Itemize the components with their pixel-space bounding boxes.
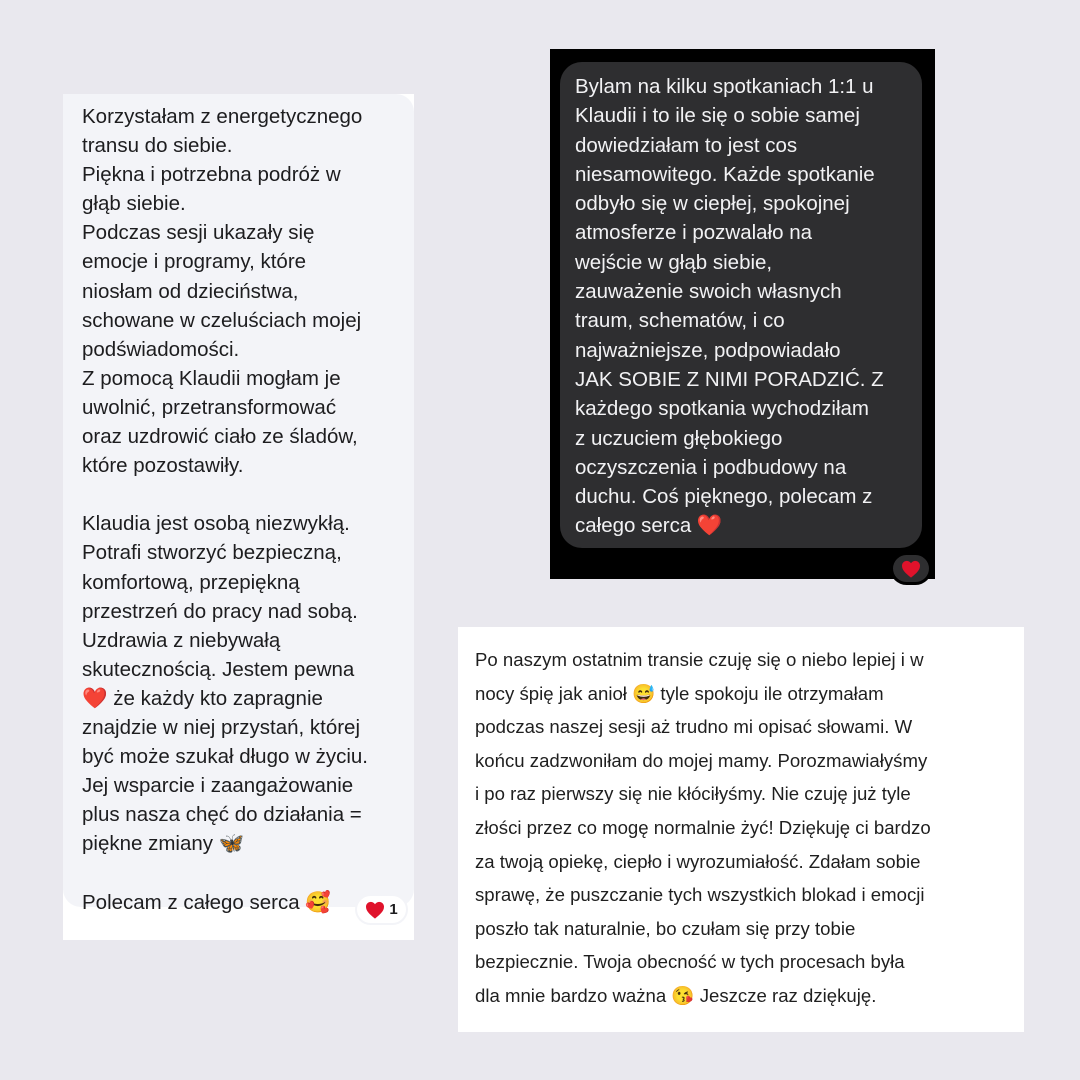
reaction-badge[interactable] xyxy=(893,555,929,582)
message-bubble xyxy=(560,62,922,548)
testimonial-card-white xyxy=(458,627,1024,1032)
message-text: Po naszym ostatnim transie czuję się o niebo lepiej i w nocy śpię jak anioł 😅 tyle spokoju ile otrzymałam podczas naszej sesji aż trudno mi opisać słowami. W końcu zadzwoniłam do mojej mamy. Porozmawiałyśmy i po raz pierwszy się nie kłóciłyśmy. Nie czuję już tyle złości przez co mogę normalnie żyć! Dziękuję ci bardzo za twoją opiekę, ciepło i wyrozumiałość. Zdałam sobie sprawę, że puszczanie tych wszystkich blokad i emocji poszło tak naturalnie, bo czułam się przy tobie bezpiecznie. Twoja obecność w tych procesach była dla mnie bardzo ważna 😘 Jeszcze raz dziękuję. xyxy=(475,649,931,1006)
testimonial-card-dark xyxy=(550,49,935,579)
testimonial-card-left xyxy=(63,94,414,940)
message-text: Bylam na kilku spotkaniach 1:1 u Klaudii i to ile się o sobie samej dowiedziałam to jest cos niesamowitego. Każde spotkanie odbyło się w ciepłej, spokojnej atmosferze i pozwalało na wejście w głąb siebie, zauważenie swoich własnych traum, schematów, i co najważniejsze, podpowiadało JAK SOBIE Z NIMI PORADZIĆ. Z każdego spotkania wychodziłam z uczuciem głębokiego oczyszczenia i podbudowy na duchu. Coś pięknego, polecam z całego serca ❤️ xyxy=(575,75,884,538)
reaction-count: 1 xyxy=(389,901,398,918)
message-text: Korzystałam z energetycznego transu do siebie. Piękna i potrzebna podróż w głąb siebie. Podczas sesji ukazały się emocje i programy, które niosłam od dzieciństwa, schowane w czeluściach mojej podświadomości. Z pomocą Klaudii mogłam je uwolnić, przetransformować oraz uzdrowić ciało ze śladów, które pozostawiły. Klaudia jest osobą niezwykłą. Potrafi stworzyć bezpieczną, komfortową, przepiękną przestrzeń do pracy nad sobą. Uzdrawia z niebywałą skutecznością. Jestem pewna ❤️ że każdy kto zapragnie znajdzie w niej przystań, której być może szukał długo w życiu. Jej wsparcie i zaangażowanie plus nasza chęć do działania = piękne zmiany 🦋 Polecam z całego serca 🥰 xyxy=(82,105,368,914)
heart-icon xyxy=(365,901,385,919)
message-bubble xyxy=(63,94,414,918)
reaction-badge[interactable] xyxy=(357,896,406,923)
heart-icon xyxy=(901,560,921,578)
